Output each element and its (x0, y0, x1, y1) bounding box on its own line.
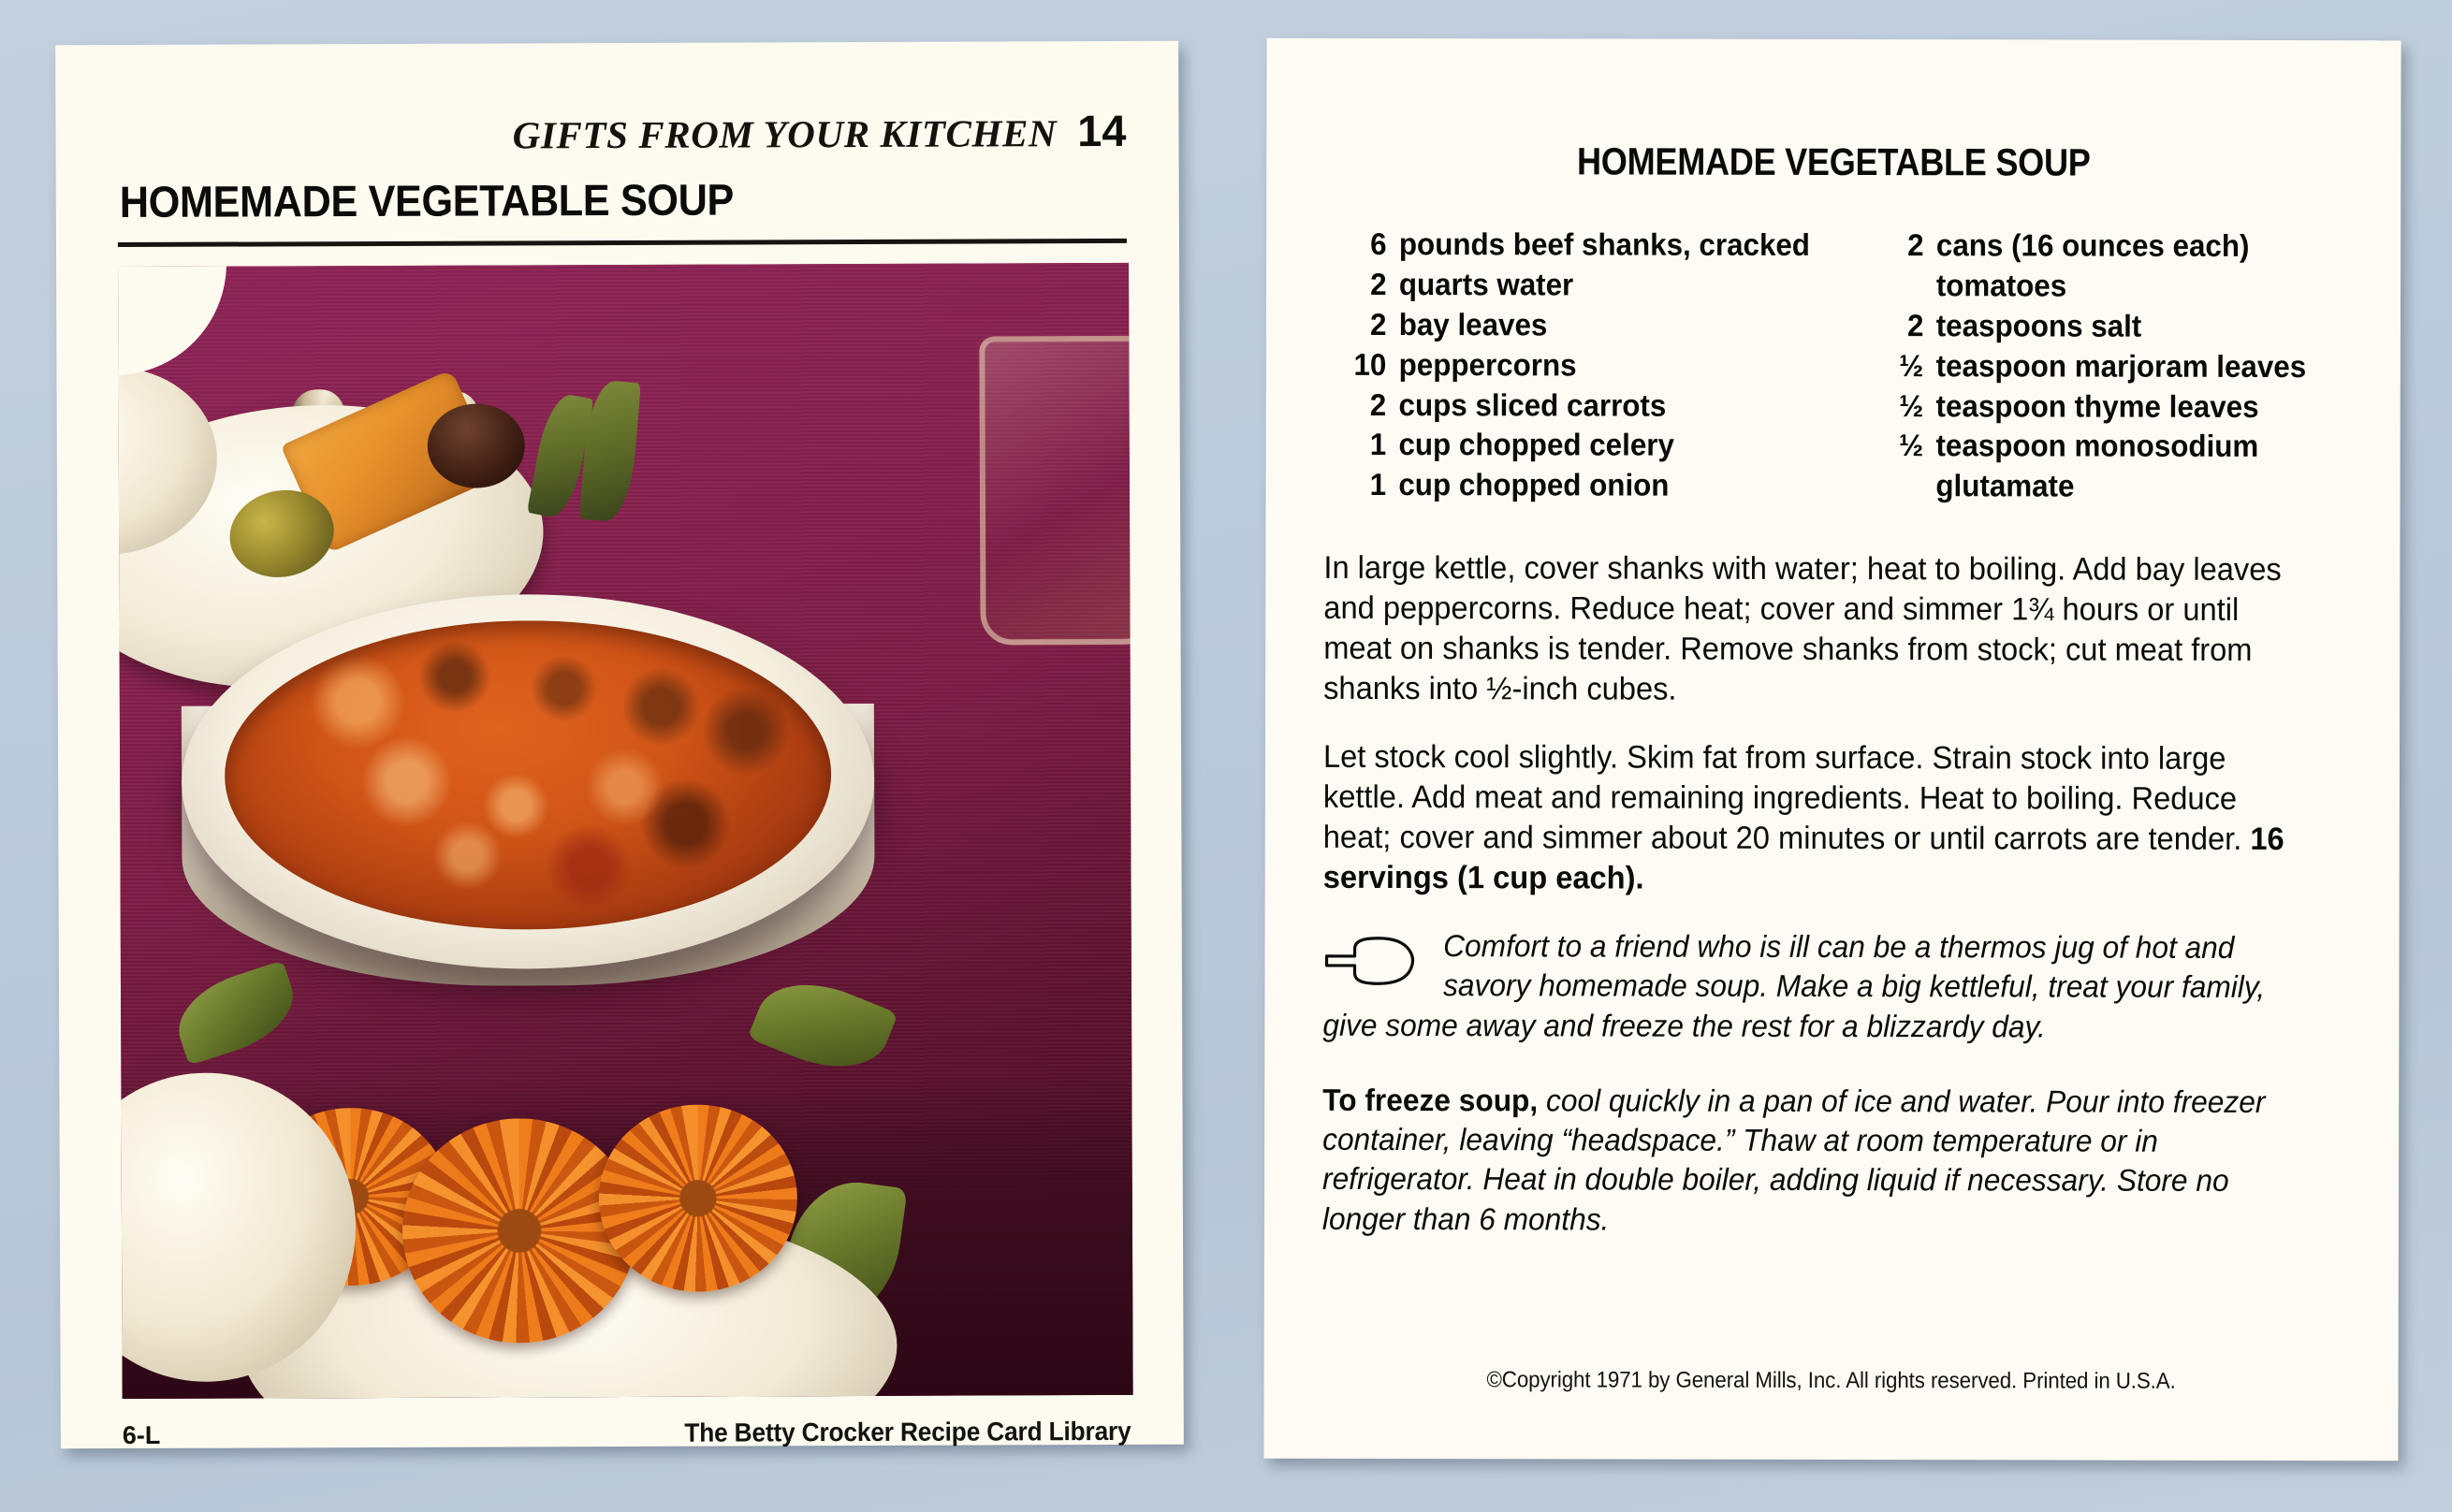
ingredient-name: quarts water (1398, 266, 1574, 302)
copyright-notice: ©Copyright 1971 by General Mills, Inc. All rights reserved. Printed in U.S.A. (1486, 1367, 2176, 1394)
method-section (1323, 548, 2343, 900)
chrysanthemum-flower (402, 1118, 637, 1344)
recipe-title: HOMEMADE VEGETABLE SOUP (1576, 139, 2091, 184)
ingredient-name: teaspoon thyme leaves (1935, 387, 2259, 424)
ingredient-row (1861, 306, 2320, 347)
ingredient-name: pounds beef shanks, cracked (1398, 226, 1811, 262)
title-divider (118, 239, 1127, 247)
ingredient-name: bay leaves (1398, 306, 1548, 342)
ingredient-name: cup chopped celery (1398, 427, 1674, 463)
ingredient-row (1861, 466, 2320, 507)
ingredient-row (1861, 266, 2320, 307)
ingredient-row (1861, 225, 2320, 267)
back-card-content (1263, 38, 2401, 1461)
ingredient-name: tomatoes (1935, 268, 2067, 303)
tip-text: Comfort to a friend who is ill can be a thermos jug of hot and savory homemade soup. Make a big kettleful, treat your family, give some away and freeze the rest for a blizzardy day. (1322, 928, 2266, 1044)
ingredient-row (1324, 425, 1810, 466)
ingredient-amount: 1 (1369, 467, 1387, 502)
method-paragraph-2 (1323, 737, 2301, 900)
recipe-photo (118, 263, 1133, 1399)
ingredients-section (1324, 225, 2343, 508)
series-header (513, 105, 1127, 159)
library-name: The Betty Crocker Recipe Card Library (684, 1416, 1131, 1447)
ingredient-name: cup chopped onion (1398, 467, 1670, 502)
freeze-lead: To freeze soup, (1322, 1082, 1539, 1118)
ingredient-amount: 2 (1369, 306, 1387, 342)
ingredient-amount: ½ (1899, 347, 1924, 383)
ingredient-name: teaspoon marjoram leaves (1935, 347, 2307, 384)
tip-section (1322, 926, 2341, 1047)
series-name: GIFTS FROM YOUR KITCHEN (512, 111, 1058, 157)
ingredient-row (1861, 427, 2320, 468)
freeze-paragraph (1322, 1081, 2300, 1241)
ingredient-amount: 2 (1907, 307, 1924, 342)
method-paragraph-1: In large kettle, cover shanks with water; heat to boiling. Add bay leaves and peppercorns. Reduce heat; cover and simmer 1¾ hours or until meat on shanks is tender. Remove shanks from stock; cut meat from shanks into ½-inch cubes. (1323, 550, 2282, 707)
glass-tumbler (979, 336, 1132, 646)
card-code: 6-L (122, 1420, 161, 1450)
method-paragraph-2-text: Let stock cool slightly. Skim fat from surface. Strain stock into large kettle. Add meat and remaining ingredients. Heat to boiling. Reduce heat; cover and simmer about 20 minutes or until carrots are tender. (1322, 739, 2242, 858)
ingredient-name: glutamate (1935, 468, 2075, 503)
freeze-section (1322, 1081, 2341, 1241)
yield-text: 16 servings (1 cup each). (1322, 821, 2284, 896)
vegetable-soup (224, 619, 831, 930)
freeze-body: cool quickly in a pan of ice and water. Pour into freezer container, leaving “headspace.” Thaw at room temperature or in refrigerator. Heat in double boiler, adding liquid if necessary. Store no longer than 6 months. (1321, 1083, 2266, 1237)
ingredient-row (1324, 225, 1810, 266)
ingredient-amount: 10 (1353, 346, 1387, 382)
ingredient-row (1324, 465, 1810, 506)
ingredient-row (1324, 385, 1810, 426)
ingredient-amount: 1 (1369, 427, 1387, 462)
ingredient-name: teaspoon monosodium (1935, 428, 2259, 464)
ingredient-amount: ½ (1899, 387, 1924, 423)
ingredient-row (1861, 386, 2320, 428)
front-card-content (55, 41, 1184, 1449)
ingredient-amount: ½ (1899, 428, 1924, 463)
ingredient-amount: 2 (1907, 227, 1924, 263)
black-olive (428, 403, 525, 487)
ingredients-column-right (1835, 225, 2345, 507)
recipe-card-back (1263, 38, 2401, 1461)
page-title: HOMEMADE VEGETABLE SOUP (119, 174, 735, 227)
ingredient-row (1861, 346, 2320, 387)
ingredient-amount: 6 (1370, 225, 1387, 262)
ingredient-amount: 2 (1369, 386, 1387, 422)
front-footer (123, 1417, 1131, 1450)
ingredient-row (1324, 305, 1810, 346)
series-number: 14 (1077, 105, 1127, 156)
ingredient-name: peppercorns (1398, 346, 1577, 383)
ingredient-name: cups sliced carrots (1398, 386, 1667, 423)
ingredient-row (1324, 265, 1810, 306)
ingredient-name: teaspoons salt (1935, 308, 2142, 343)
ingredient-name: cans (16 ounces each) (1936, 227, 2250, 263)
ingredient-row (1324, 345, 1810, 386)
chrysanthemum-flower (598, 1104, 797, 1292)
ingredients-column-left (1324, 225, 1836, 506)
recipe-card-front (55, 41, 1184, 1449)
ingredient-amount: 2 (1370, 266, 1387, 301)
